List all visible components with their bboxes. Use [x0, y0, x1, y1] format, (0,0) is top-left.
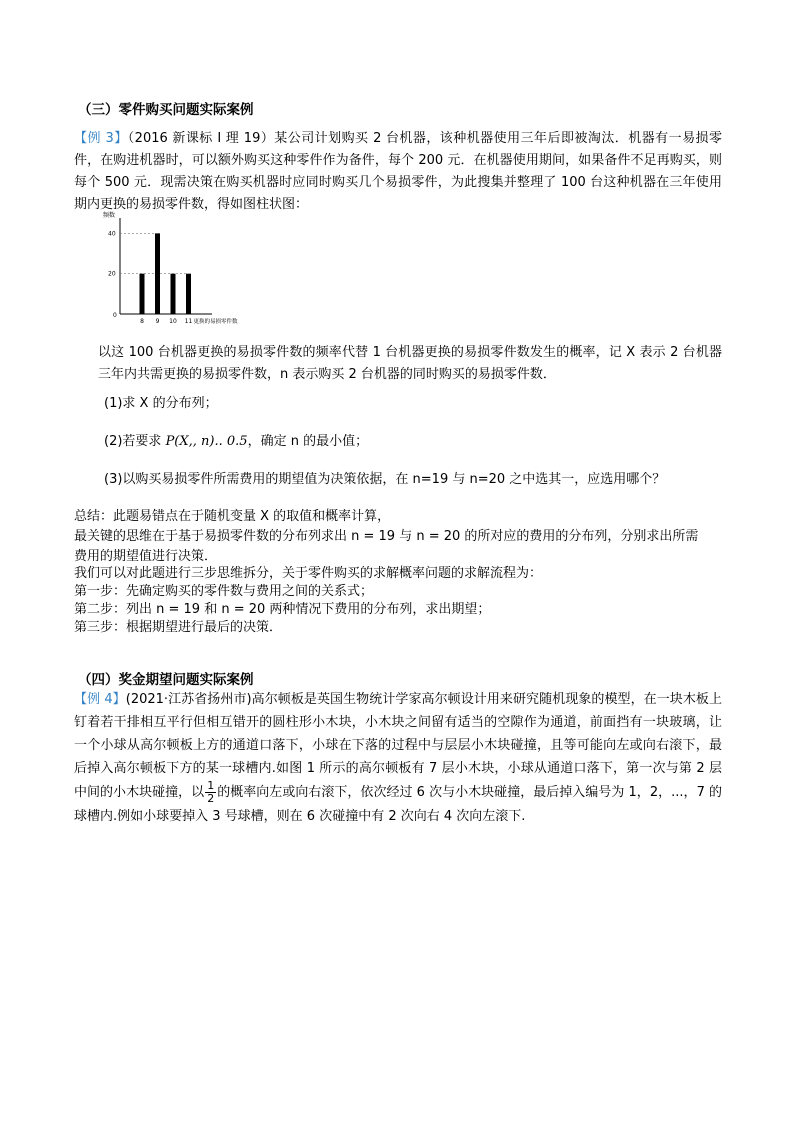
y-tick-label: 40 — [108, 230, 116, 238]
question-3: (3)以购买易损零件所需费用的期望值为决策依据，在 n=19 与 n=20 之中选其一，应选用哪个？ — [104, 472, 666, 487]
bar — [140, 274, 145, 314]
summary-line-1: 总结：此题易错点在于随机变量 X 的取值和概率计算， — [74, 509, 391, 524]
origin-label: 0 — [113, 312, 117, 319]
summary-line-4: 我们可以对此题进行三步思维拆分，关于零件购买的求解概率问题的求解流程为： — [74, 566, 543, 581]
x-tick-label: 9 — [155, 318, 160, 325]
summary-line-5: 第一步：先确定购买的零件数与费用之间的关系式； — [74, 584, 374, 599]
bar — [171, 274, 176, 314]
section-4-title: （四）奖金期望问题实际案例 — [78, 672, 254, 688]
example-3-body: （2016 新课标 I 理 19）某公司计划购买 2 台机器，该种机器使用三年后即被淘汰．机器有一易损零件，在购进机器时，可以额外购买这种零件作为备件，每个 200 元．在机器使用期间，如果备件不足再购买，则每个 500 元．现需决策在购买机器时应同时购买几个易损零件，为此搜集并整理了 100 台这种机器在三年使用期内更换的易损零件数，得如图柱状图： — [74, 131, 723, 212]
question-2-prefix: (2)若要求 — [104, 434, 162, 449]
example-4-body-a: (2021·江苏省扬州市)高尔顿板是英国生物统计学家高尔顿设计用来研究随机现象的模型，在一块木板上钉着若干排相互平行但相互错开的圆柱形小木块，小木块之间留有适当的空隙作为通道，前面挡有一块玻璃，让一个小球从高尔顿板上方的通道口落下，小球在下落的过程中与层层小木块碰撞，且等可能向左或向右滚下，最后掉入高尔顿板下方的某一球槽内.如图 1 所示的高尔顿板有 7 层小木块，小球从通道口落下，第一次与第 2 层中间的小木块碰撞，以 — [74, 692, 722, 800]
section-3-title: （三）零件购买问题实际案例 — [78, 102, 254, 118]
question-2 — [104, 432, 368, 452]
fraction-one-half — [205, 780, 216, 805]
summary-line-6: 第二步：列出 n = 19 和 n = 20 两种情况下费用的分布列，求出期望； — [74, 602, 491, 617]
example-4-body-b: 的概率向左或向右滚下，依次经过 6 次与小木块碰撞，最后掉入编号为 1，2，...，7 的球槽内.例如小球要掉入 3 号球槽，则在 6 次碰撞中有 2 次向右 4 次向左滚下. — [74, 785, 722, 824]
fraction-denominator: 2 — [207, 792, 215, 805]
y-axis-label: 频数 — [103, 212, 116, 219]
example-4-text — [74, 688, 722, 828]
question-1: (1)求 X 的分布列； — [104, 396, 218, 411]
bar — [155, 233, 160, 314]
bar-chart — [100, 210, 260, 325]
x-axis-label: 更换的易损零件数 — [193, 319, 238, 325]
bar — [186, 274, 191, 314]
example-4-tag: 【例 4】 — [74, 692, 126, 707]
y-tick-label: 20 — [108, 270, 116, 278]
x-tick-label: 10 — [169, 318, 177, 325]
summary-line-3: 费用的期望值进行决策． — [74, 549, 218, 564]
example-3-text — [74, 128, 722, 216]
question-2-suffix: ，确定 n 的最小值； — [247, 434, 369, 449]
x-tick-label: 11 — [184, 318, 193, 325]
summary-line-7: 第三步：根据期望进行最后的决策． — [74, 620, 283, 635]
question-2-formula: P(X,, n).. 0.5 — [165, 434, 248, 449]
summary-line-2: 最关键的思维在于基于易损零件数的分布列求出 n = 19 与 n = 20 的所对应的费用的分布列，分别求出所需 — [74, 529, 699, 544]
fraction-numerator: 1 — [207, 779, 215, 792]
example-3-description: 以这 100 台机器更换的易损零件数的频率代替 1 台机器更换的易损零件数发生的概率，记 X 表示 2 台机器三年内共需更换的易损零件数，n 表示购买 2 台机器的同时购买的易损零件数． — [98, 345, 722, 382]
x-tick-label: 8 — [140, 318, 144, 325]
example-3-tag: 【例 3】 — [74, 131, 128, 146]
